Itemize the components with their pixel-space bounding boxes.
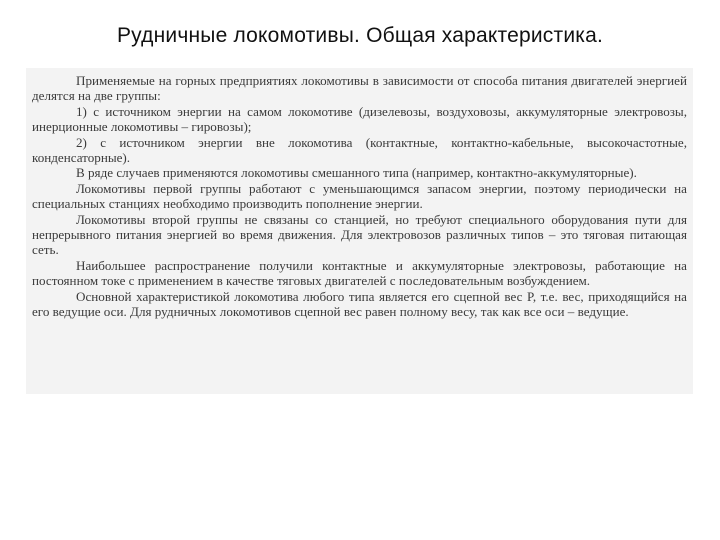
paragraph-second-group: Локомотивы второй группы не связаны со станцией, но требуют специального оборудования пути для непрерывного питания энергией во время движения. Для электровозов различных типов – это тяговая питающая сеть.: [32, 211, 687, 258]
paragraph-group-2: 2) с источником энергии вне локомотива (контактные, контактно-кабельные, высокочастотные, конденсаторные).: [32, 134, 687, 166]
paragraph-first-group: Локомотивы первой группы работают с уменьшающимся запасом энергии, поэтому периодически на специальных станциях необходимо производить пополнение энергии.: [32, 180, 687, 212]
slide-title: Рудничные локомотивы. Общая характеристика.: [116, 24, 604, 47]
paragraph-most-common: Наибольшее распространение получили контактные и аккумуляторные электровозы, работающие на постоянном токе с применением в качестве тяговых двигателей с последовательным возбуждением.: [32, 257, 687, 289]
paragraph-adhesion-weight: Основной характеристикой локомотива любого типа является его сцепной вес P, т.е. вес, приходящийся на его ведущие оси. Для рудничных локомотивов сцепной вес равен полному весу, так как все оси – ведущие.: [32, 288, 687, 320]
paragraph-mixed-type: В ряде случаев применяются локомотивы смешанного типа (например, контактно-аккумуляторные).: [76, 165, 637, 181]
scanned-text-image: [26, 68, 693, 394]
scanned-text-body: [32, 73, 687, 320]
paragraph-group-1: 1) с источником энергии на самом локомотиве (дизелевозы, воздуховозы, аккумуляторные электровозы, инерционные локомотивы – гировозы);: [32, 103, 687, 135]
paragraph-intro: Применяемые на горных предприятиях локомотивы в зависимости от способа питания двигателей энергией делятся на две группы:: [32, 73, 687, 104]
